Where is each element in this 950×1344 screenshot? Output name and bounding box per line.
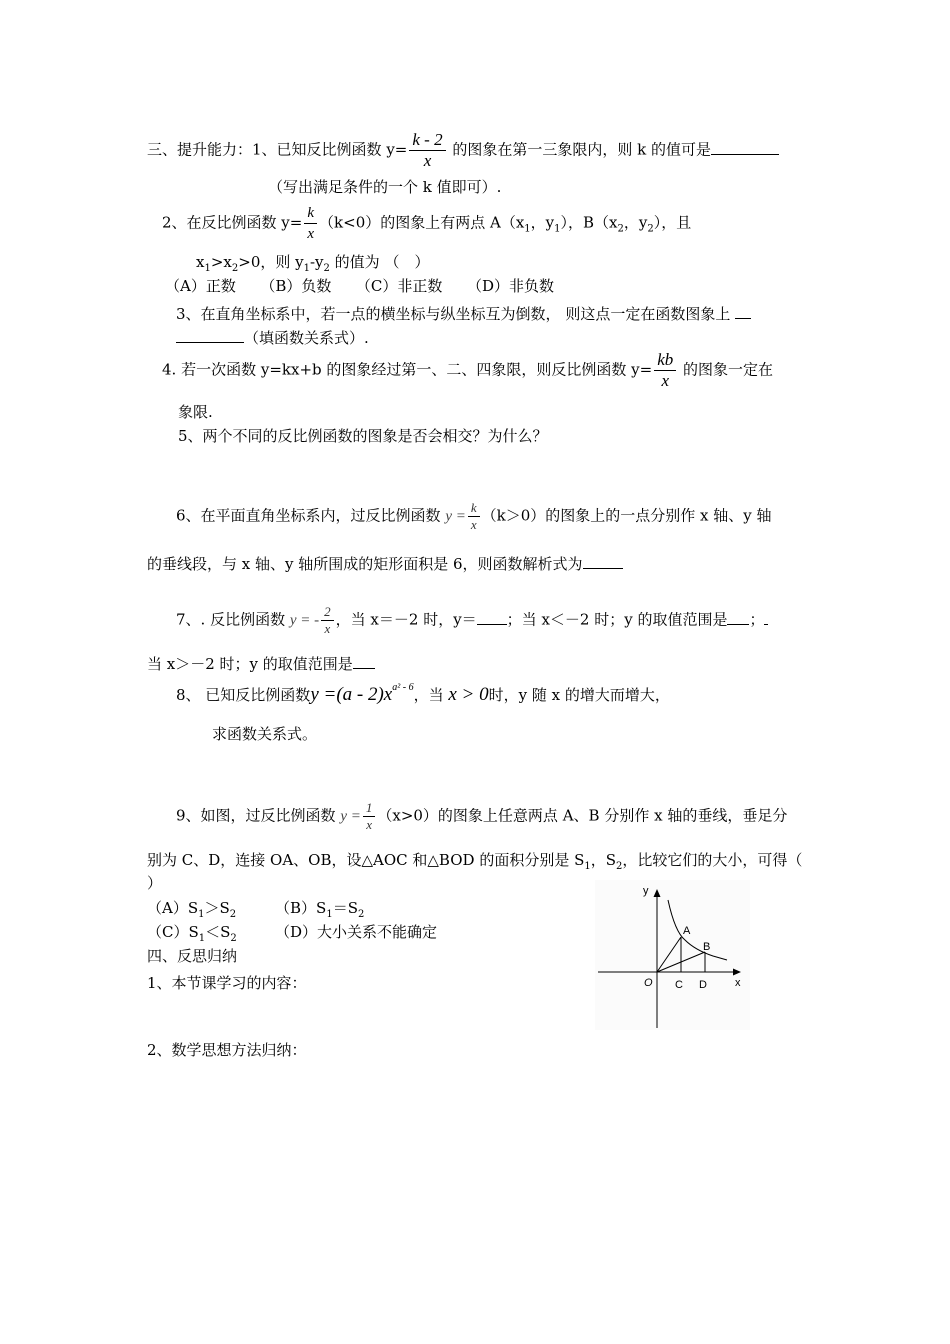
reflection-item-2: 2、数学思想方法归纳： bbox=[147, 1041, 307, 1059]
point-a-label: A bbox=[683, 925, 691, 937]
q1-fraction bbox=[409, 130, 445, 171]
q7-line2: 当 x＞－2 时；y 的取值范围是 bbox=[147, 652, 375, 674]
q9-line3: ） bbox=[147, 874, 163, 892]
q1-suffix: 的图象在第一三象限内，则 k 的值可是 bbox=[447, 140, 711, 159]
q7-fraction: $\frac{2}{x}$ bbox=[321, 604, 334, 637]
q7-blank-range1[interactable] bbox=[727, 608, 749, 625]
q1-denominator: x bbox=[409, 150, 445, 171]
y-axis-label: y bbox=[643, 885, 649, 897]
section-four-title: 四、反思归纳 bbox=[147, 947, 238, 965]
q8-line2: 求函数关系式。 bbox=[212, 725, 318, 743]
q7-blank-y[interactable] bbox=[477, 608, 507, 625]
q4-line2: 象限. bbox=[178, 403, 213, 421]
q6-line2: 的垂线段，与 x 轴、y 轴所围成的矩形面积是 6，则函数解析式为 bbox=[147, 552, 623, 574]
q9-option-c: $(C)S_1<S_2$ bbox=[147, 923, 237, 944]
q6-answer-blank[interactable] bbox=[583, 552, 623, 569]
q9-option-a: $(A)S_1>S_2$ bbox=[147, 899, 237, 920]
q3-line1: 3、在直角坐标系中，若一点的横坐标与纵坐标互为倒数， 则这点一定在函数图象上 bbox=[176, 302, 751, 324]
point-c-label: C bbox=[675, 979, 683, 991]
q4-fraction: $\frac{kb}{x}$ bbox=[654, 350, 676, 391]
x-axis-label: x bbox=[735, 977, 741, 989]
q2-suffix: （k<0）的图象上有两点 A（x bbox=[319, 213, 525, 232]
q9-line: 9、如图，过反比例函数 y = $\frac{1}{x}$ （x>0）的图象上任意两点 A、B 分别作 x 轴的垂线，垂足分 bbox=[176, 800, 788, 832]
q2-line: 2、在反比例函数 y= $\frac{k}{x}$ （k<0）的图象上有两点 $A(x_1$，$y_1$），$B(x_2$，$y_2$），且 bbox=[162, 205, 692, 242]
q9-option-b: $(B)S_1=S_2$ bbox=[275, 899, 365, 920]
q4-line: 4. 若一次函数 y=kx+b 的图象经过第一、二、四象限，则反比例函数 y= $\frac{kb}{x}$ 的图象一定在 bbox=[162, 350, 774, 390]
q3-blank-b[interactable] bbox=[176, 326, 244, 343]
q1-numerator: k - 2 bbox=[412, 130, 443, 149]
q1-line bbox=[147, 130, 779, 171]
q1-answer-blank[interactable] bbox=[711, 138, 779, 155]
q2-options: （A）正数 （B）负数 （C）非正数 （D）非负数 bbox=[165, 277, 554, 295]
q2-fraction bbox=[304, 203, 317, 244]
q1-prefix: 三、提升能力：1、已知反比例函数 y= bbox=[147, 140, 408, 159]
point-b-label: B bbox=[703, 941, 711, 953]
q6-line: 6、在平面直角坐标系内，过反比例函数 y = $\frac{k}{x}$ （k＞0）的图象上的一点分别作 x 轴、y 轴 bbox=[176, 500, 772, 532]
figure-background bbox=[595, 880, 750, 1030]
q5-line: 5、两个不同的反比例函数的图象是否会相交？为什么？ bbox=[178, 427, 548, 445]
q3-blank-a[interactable] bbox=[735, 302, 751, 319]
q9-line2: 别为 C、D，连接 OA、OB，设△AOC 和△BOD 的面积分别是 $S_1$，$S_2$，比较它们的大小，可得（ bbox=[147, 851, 803, 872]
point-d-label: D bbox=[699, 979, 707, 991]
q3-line2: （填函数关系式）. bbox=[176, 326, 369, 348]
q9-fraction: $\frac{1}{x}$ bbox=[363, 800, 376, 833]
q7-line: 7、. 反比例函数 y = - $\frac{2}{x}$ ，当 x＝－2 时，y＝ ；当 x＜－2 时；y 的取值范围是 ； bbox=[176, 604, 768, 637]
q2-denominator: x bbox=[304, 223, 317, 244]
q8-line: 8、 已知反比例函数$y =(a - 2)x^{a^2 - 6}$，当 x > 0时，y 随 x 的增大而增大， bbox=[176, 682, 670, 705]
reflection-item-1: 1、本节课学习的内容： bbox=[147, 974, 307, 992]
q6-fraction: $\frac{k}{x}$ bbox=[468, 500, 480, 533]
q9-option-d: （D）大小关系不能确定 bbox=[275, 923, 438, 941]
q2-prefix: 2、在反比例函数 y= bbox=[162, 213, 303, 232]
q1-note: （写出满足条件的一个 k 值即可）. bbox=[268, 178, 502, 196]
q7-blank-range2[interactable] bbox=[353, 652, 375, 669]
q2-line2: $x_1>x_2>0$，则 $y_1-y_2$ 的值为 （ ） bbox=[196, 253, 430, 274]
origin-label: O bbox=[644, 977, 653, 989]
hyperbola-figure bbox=[595, 880, 750, 1030]
q2-numerator: k bbox=[307, 205, 315, 221]
